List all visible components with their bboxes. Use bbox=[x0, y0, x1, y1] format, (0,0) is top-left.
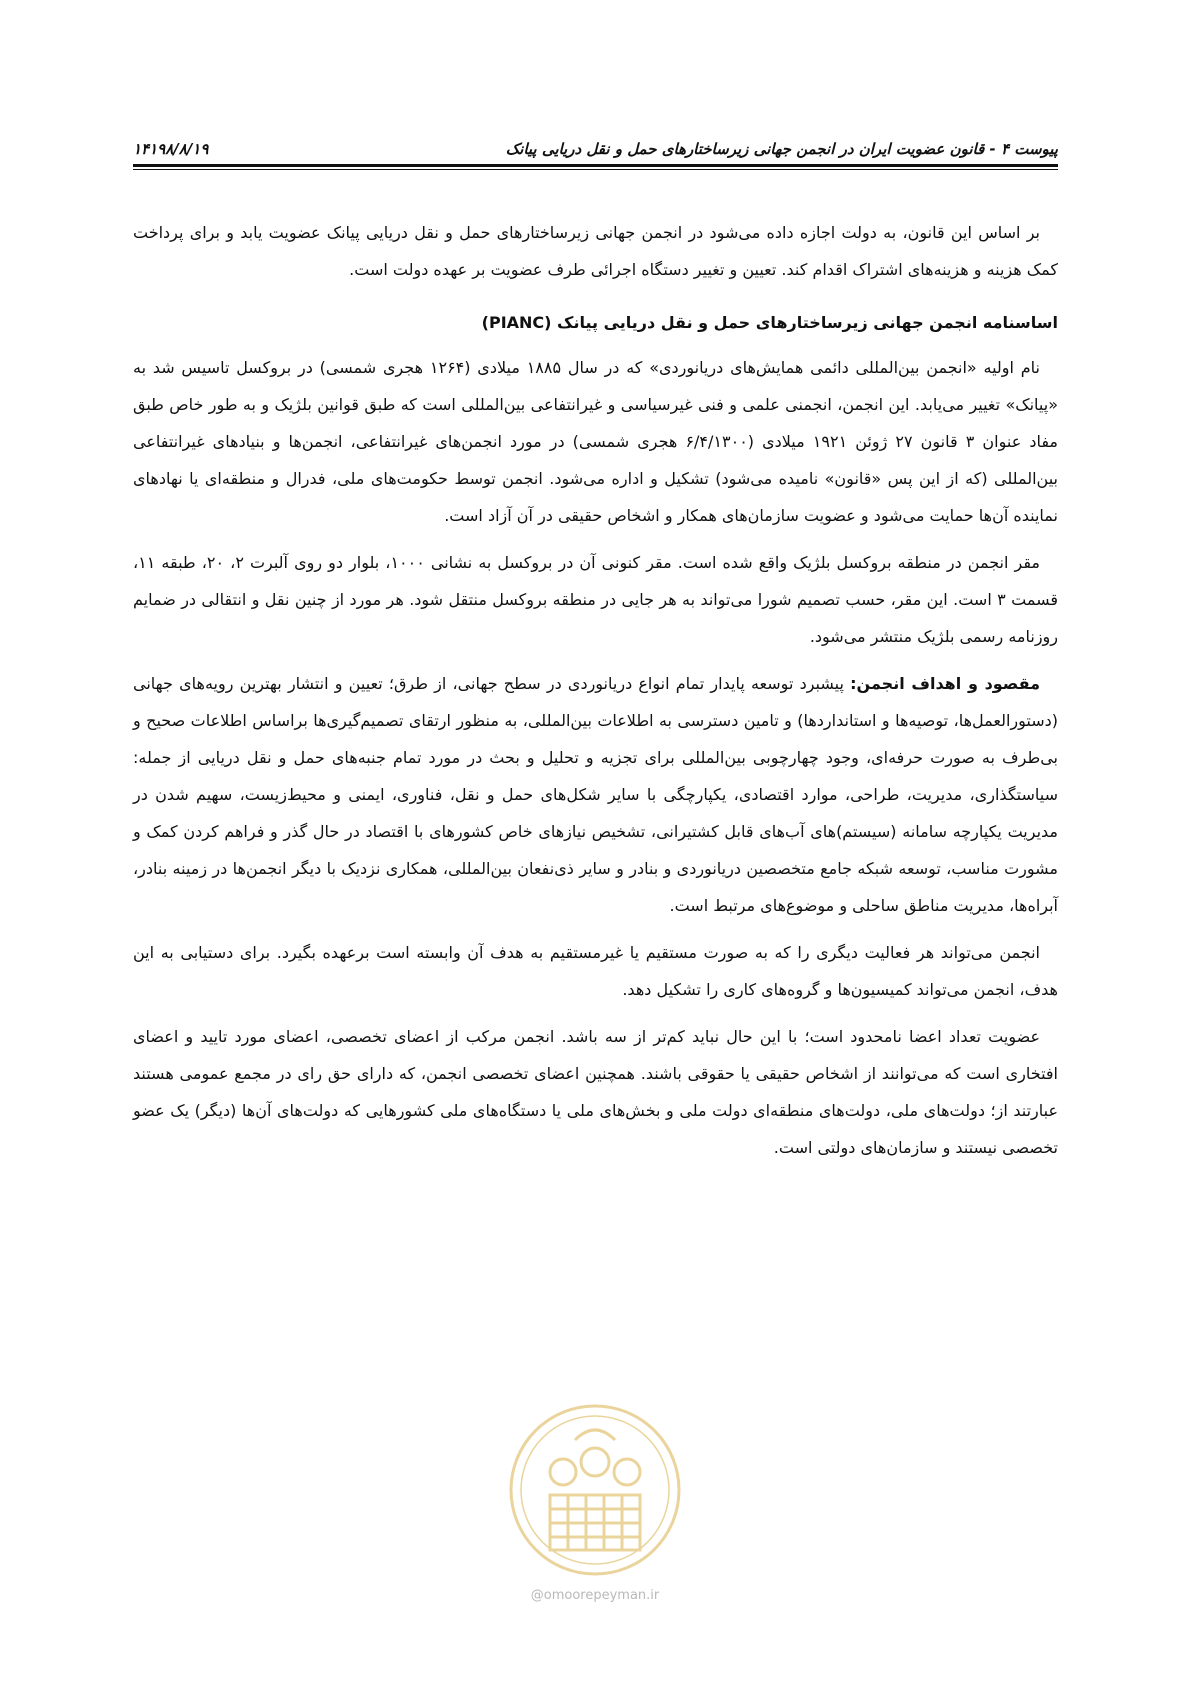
paragraph-membership: عضویت تعداد اعضا نامحدود است؛ با این حال نباید کم‌تر از سه باشد. انجمن مرکب از اعضای تخصصی، اعضای مورد تایید و اعضای افتخاری است که می‌توانند از اشخاص حقیقی یا حقوقی باشند. همچنین اعضای تخصصی انجمن، که دارای حق رای در مجمع عمومی هستند عبارتند از؛ دولت‌های ملی، دولت‌های منطقه‌ای دولت ملی و بخش‌های ملی یا دستگاه‌های ملی کشورهایی که دولت‌های آن‌ها (دیگر) یک عضو تخصصی نیستند و سازمان‌های دولتی است. bbox=[133, 1027, 1058, 1157]
paragraph-objectives bbox=[133, 665, 1058, 924]
intro-paragraph: بر اساس این قانون، به دولت اجازه داده می‌شود در انجمن جهانی زیرساختارهای حمل و نقل دریایی پیانک عضویت یابد و برای پرداخت کمک هزینه و هزینه‌های اشتراک اقدام کند. تعیین و تغییر دستگاه اجرائی طرف عضویت بر عهده دولت است. bbox=[133, 223, 1058, 279]
watermark-site: @omoorepeyman.ir bbox=[530, 1588, 660, 1603]
page-header bbox=[133, 128, 1058, 158]
header-rule-thin bbox=[133, 169, 1058, 170]
section-title: اساسنامه انجمن جهانی زیرساختارهای حمل و نقل دریایی پیانک (PIANC) bbox=[481, 313, 1058, 332]
header-title: پیوست ۴ - قانون عضویت ایران در انجمن جهانی زیرساختارهای حمل و نقل دریایی پیانک bbox=[505, 140, 1058, 158]
objectives-text: پیشبرد توسعه پایدار تمام انواع دریانوردی در سطح جهانی، از طرق؛ تعیین و انتشار بهترین رویه‌های جهانی (دستورالعمل‌ها، توصیه‌ها و استانداردها) و تامین دسترسی به اطلاعات بین‌المللی، به منظور ارتقای تصمیم‌گیری‌ها براساس اطلاعات صحیح و بی‌طرف به صورت حرفه‌ای، وجود چهارچوبی بین‌المللی برای تجزیه و تحلیل و بحث در مورد تمام جنبه‌های حمل و نقل دریایی از جمله: سیاستگذاری، مدیریت، طراحی، موارد اقتصادی، یکپارچگی با سایر شکل‌های حمل و نقل، فناوری، ایمنی و محیط‌زیست، سهیم شدن در مدیریت یکپارچه سامانه (سیستم)های آب‌های قابل کشتیرانی، تشخیص نیازهای خاص کشورهای با اقتصاد در حال گذر و فراهم کردن کمک و مشورت مناسب، توسعه شبکه جامع متخصصین دریانوردی و بنادر و سایر ذی‌نفعان بین‌المللی، همکاری نزدیک با دیگر انجمن‌ها در زمینه بنادر، آبراه‌ها، مدیریت مناطق ساحلی و موضوع‌های مرتبط است. bbox=[133, 674, 1058, 915]
document-body bbox=[133, 214, 1058, 1176]
header-rule bbox=[133, 164, 1058, 167]
header-date: ۱۴۱۹۸/۸/۱۹ bbox=[133, 140, 209, 158]
paragraph-headquarters: مقر انجمن در منطقه بروکسل بلژیک واقع شده است. مقر کنونی آن در بروکسل به نشانی ۱۰۰۰، بلوار دو روی آلبرت ۲، ۲۰، طبقه ۱۱، قسمت ۳ است. این مقر، حسب تصمیم شورا می‌تواند به هر جایی در منطقه بروکسل منتقل شود. هر مورد از چنین نقل و انتقالی در ضمایم روزنامه رسمی بلژیک منتشر می‌شود. bbox=[133, 553, 1059, 646]
paragraph-name-history: نام اولیه «انجمن بین‌المللی دائمی همایش‌های دریانوردی» که در سال ۱۸۸۵ میلادی (۱۲۶۴ هجری شمسی) در بروکسل تاسیس شد به «پیانک» تغییر می‌یابد. این انجمن، انجمنی علمی و فنی غیرسیاسی و غیرانتفاعی بین‌المللی است که طبق قوانین بلژیک و به طور خاص طبق مفاد عنوان ۳ قانون ۲۷ ژوئن ۱۹۲۱ میلادی (۶/۴/۱۳۰۰ هجری شمسی) در مورد انجمن‌های غیرانتفاعی، انجمن‌ها و بنیادهای غیرانتفاعی بین‌المللی (که از این پس «قانون» نامیده می‌شود) تشکیل و اداره می‌شود. انجمن توسط حکومت‌های ملی، فدرال و منطقه‌ای یا نهادهای نماینده آن‌ها حمایت می‌شود و عضویت سازمان‌های همکار و اشخاص حقیقی در آن آزاد است. bbox=[133, 358, 1058, 525]
watermark-seal-icon bbox=[505, 1400, 685, 1580]
objectives-label: مقصود و اهداف انجمن: bbox=[850, 674, 1040, 693]
paragraph-activities: انجمن می‌تواند هر فعالیت دیگری را که به صورت مستقیم یا غیرمستقیم به هدف آن وابسته است برعهده بگیرد. برای دستیابی به این هدف، انجمن می‌تواند کمیسیون‌ها و گروه‌های کاری را تشکیل دهد. bbox=[133, 943, 1058, 999]
